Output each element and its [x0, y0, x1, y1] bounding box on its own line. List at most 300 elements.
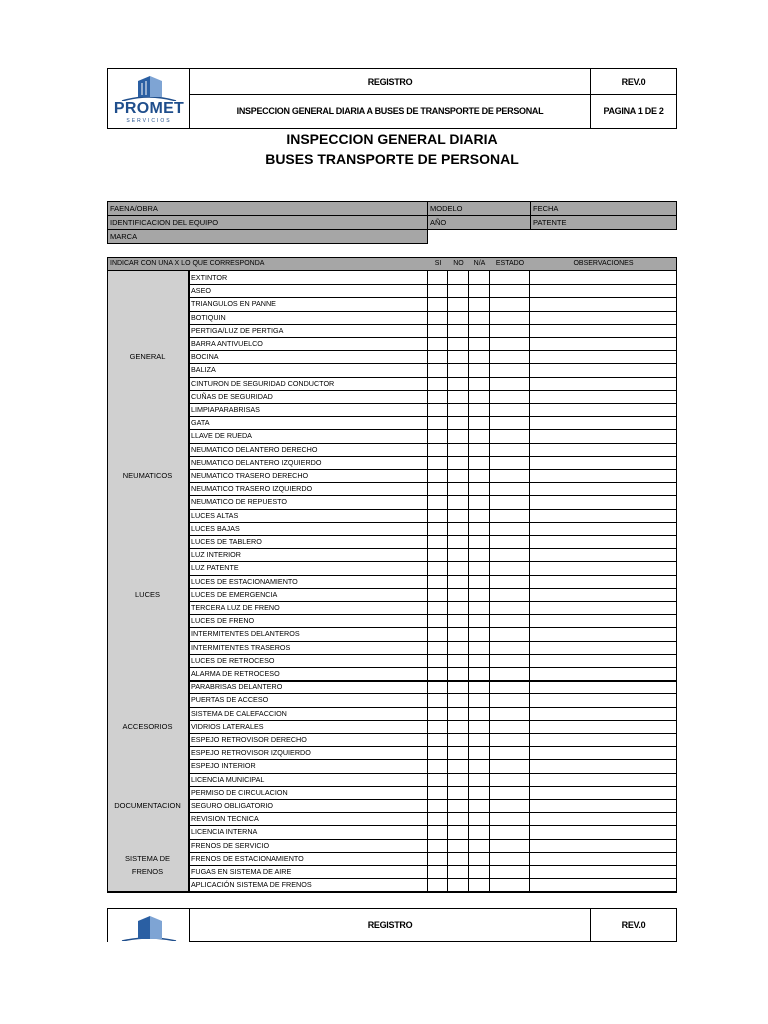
table-row-item: LUZ INTERIOR	[191, 550, 241, 560]
estado-cell[interactable]	[489, 773, 529, 786]
no-cell[interactable]	[447, 878, 468, 891]
anio-field[interactable]: AÑO	[427, 215, 531, 230]
observaciones-cell[interactable]	[529, 707, 676, 720]
observaciones-cell[interactable]	[529, 720, 676, 733]
observaciones-cell[interactable]	[529, 746, 676, 759]
si-cell[interactable]	[427, 522, 447, 535]
no-cell[interactable]	[447, 535, 468, 548]
si-cell[interactable]	[427, 839, 447, 852]
observaciones-cell[interactable]	[529, 812, 676, 825]
estado-cell[interactable]	[489, 786, 529, 799]
table-row-item: INTERMITENTES TRASEROS	[191, 642, 291, 652]
observaciones-cell[interactable]	[529, 852, 676, 865]
no-cell[interactable]	[447, 693, 468, 706]
no-cell[interactable]	[447, 627, 468, 640]
no-cell[interactable]	[447, 350, 468, 363]
patente-field[interactable]: PATENTE	[530, 215, 677, 230]
row-divider	[189, 720, 677, 721]
no-cell[interactable]	[447, 759, 468, 772]
no-cell[interactable]	[447, 588, 468, 601]
estado-cell[interactable]	[489, 416, 529, 429]
observaciones-cell[interactable]	[529, 825, 676, 838]
si-cell[interactable]	[427, 746, 447, 759]
observaciones-cell[interactable]	[529, 324, 676, 337]
si-cell[interactable]	[427, 297, 447, 310]
no-cell[interactable]	[447, 825, 468, 838]
estado-cell[interactable]	[489, 654, 529, 667]
na-cell[interactable]	[468, 495, 489, 508]
logo	[108, 69, 189, 128]
row-divider	[189, 522, 677, 523]
si-cell[interactable]	[427, 627, 447, 640]
no-cell[interactable]	[447, 548, 468, 561]
estado-cell[interactable]	[489, 746, 529, 759]
no-cell[interactable]	[447, 654, 468, 667]
na-cell[interactable]	[468, 614, 489, 627]
no-cell[interactable]	[447, 522, 468, 535]
modelo-field[interactable]: MODELO	[427, 201, 531, 216]
na-cell[interactable]	[468, 799, 489, 812]
na-cell[interactable]	[468, 852, 489, 865]
estado-cell[interactable]	[489, 429, 529, 442]
no-cell[interactable]	[447, 786, 468, 799]
estado-cell[interactable]	[489, 627, 529, 640]
estado-cell[interactable]	[489, 641, 529, 654]
estado-cell[interactable]	[489, 535, 529, 548]
observaciones-cell[interactable]	[529, 614, 676, 627]
no-cell[interactable]	[447, 456, 468, 469]
estado-cell[interactable]	[489, 509, 529, 522]
observaciones-cell[interactable]	[529, 865, 676, 878]
table-row-item: LUCES DE EMERGENCIA	[191, 589, 278, 599]
si-cell[interactable]	[427, 667, 447, 680]
row-divider	[189, 284, 677, 285]
observaciones-cell[interactable]	[529, 680, 676, 693]
na-cell[interactable]	[468, 693, 489, 706]
na-cell[interactable]	[468, 680, 489, 693]
marca-field[interactable]: MARCA	[107, 229, 428, 244]
si-cell[interactable]	[427, 773, 447, 786]
na-cell[interactable]	[468, 363, 489, 376]
si-cell[interactable]	[427, 561, 447, 574]
registro-label: REGISTRO	[190, 69, 590, 95]
na-cell[interactable]	[468, 337, 489, 350]
si-cell[interactable]	[427, 865, 447, 878]
si-header: SI	[434, 260, 442, 267]
estado-cell[interactable]	[489, 271, 529, 284]
si-cell[interactable]	[427, 759, 447, 772]
si-cell[interactable]	[427, 812, 447, 825]
no-header: NO	[453, 260, 464, 267]
checklist-table	[107, 257, 677, 895]
na-cell[interactable]	[468, 865, 489, 878]
si-cell[interactable]	[427, 601, 447, 614]
table-row-item: LUCES DE TABLERO	[191, 537, 262, 546]
estado-cell[interactable]	[489, 720, 529, 733]
estado-cell[interactable]	[489, 839, 529, 852]
no-cell[interactable]	[447, 680, 468, 693]
page-subtitle: BUSES TRANSPORTE DE PERSONAL	[265, 151, 519, 167]
na-cell[interactable]	[468, 297, 489, 310]
estado-cell[interactable]	[489, 733, 529, 746]
estado-cell[interactable]	[489, 297, 529, 310]
table-row-item: NEUMATICO TRASERO IZQUIERDO	[191, 484, 313, 494]
row-divider	[189, 825, 677, 826]
row-divider	[189, 297, 677, 298]
row-divider	[189, 429, 677, 430]
row-divider	[189, 733, 677, 734]
si-cell[interactable]	[427, 878, 447, 891]
na-cell[interactable]	[468, 390, 489, 403]
na-cell[interactable]	[468, 561, 489, 574]
row-divider	[189, 759, 677, 760]
na-cell[interactable]	[468, 786, 489, 799]
na-cell[interactable]	[468, 773, 489, 786]
no-cell[interactable]	[447, 561, 468, 574]
observaciones-cell[interactable]	[529, 337, 676, 350]
na-cell[interactable]	[468, 641, 489, 654]
observaciones-cell[interactable]	[529, 443, 676, 456]
si-cell[interactable]	[427, 641, 447, 654]
no-cell[interactable]	[447, 839, 468, 852]
si-cell[interactable]	[427, 456, 447, 469]
na-cell[interactable]	[468, 627, 489, 640]
logo-subtext: SERVICIOS	[126, 118, 172, 124]
observaciones-cell[interactable]	[529, 601, 676, 614]
na-cell[interactable]	[468, 377, 489, 390]
observaciones-cell[interactable]	[529, 667, 676, 680]
si-cell[interactable]	[427, 654, 447, 667]
si-cell[interactable]	[427, 799, 447, 812]
estado-cell[interactable]	[489, 324, 529, 337]
revision-label: REV.0	[591, 69, 676, 95]
no-cell[interactable]	[447, 812, 468, 825]
no-cell[interactable]	[447, 865, 468, 878]
si-cell[interactable]	[427, 311, 447, 324]
column-divider	[529, 271, 530, 891]
na-cell[interactable]	[468, 271, 489, 284]
na-cell[interactable]	[468, 812, 489, 825]
observaciones-cell[interactable]	[529, 456, 676, 469]
estado-cell[interactable]	[489, 350, 529, 363]
observaciones-cell[interactable]	[529, 759, 676, 772]
estado-cell[interactable]	[489, 588, 529, 601]
estado-cell[interactable]	[489, 852, 529, 865]
si-cell[interactable]	[427, 614, 447, 627]
estado-cell[interactable]	[489, 495, 529, 508]
na-cell[interactable]	[468, 350, 489, 363]
na-cell[interactable]	[468, 416, 489, 429]
estado-cell[interactable]	[489, 693, 529, 706]
no-cell[interactable]	[447, 852, 468, 865]
no-cell[interactable]	[447, 746, 468, 759]
si-cell[interactable]	[427, 429, 447, 442]
row-divider	[189, 654, 677, 655]
si-cell[interactable]	[427, 469, 447, 482]
table-row-item: INTERMITENTES DELANTEROS	[191, 629, 300, 639]
observaciones-cell[interactable]	[529, 482, 676, 495]
na-cell[interactable]	[468, 522, 489, 535]
na-cell[interactable]	[468, 601, 489, 614]
no-cell[interactable]	[447, 575, 468, 588]
row-divider	[189, 693, 677, 694]
si-cell[interactable]	[427, 271, 447, 284]
observaciones-cell[interactable]	[529, 403, 676, 416]
na-cell[interactable]	[468, 311, 489, 324]
observaciones-cell[interactable]	[529, 271, 676, 284]
estado-cell[interactable]	[489, 284, 529, 297]
si-cell[interactable]	[427, 693, 447, 706]
logo-text: PROMET	[113, 100, 185, 117]
estado-cell[interactable]	[489, 825, 529, 838]
no-cell[interactable]	[447, 509, 468, 522]
observaciones-cell[interactable]	[529, 839, 676, 852]
observaciones-cell[interactable]	[529, 535, 676, 548]
no-cell[interactable]	[447, 443, 468, 456]
na-cell[interactable]	[468, 284, 489, 297]
si-cell[interactable]	[427, 588, 447, 601]
table-row-item: FRENOS DE SERVICIO	[191, 840, 270, 850]
table-row-item: PERTIGA/LUZ DE PERTIGA	[191, 325, 284, 335]
category-label: ACCESORIOS	[107, 680, 189, 772]
observaciones-cell[interactable]	[529, 733, 676, 746]
observaciones-cell[interactable]	[529, 509, 676, 522]
estado-cell[interactable]	[489, 548, 529, 561]
na-cell[interactable]	[468, 456, 489, 469]
observaciones-cell[interactable]	[529, 627, 676, 640]
na-cell[interactable]	[468, 324, 489, 337]
na-cell[interactable]	[468, 878, 489, 891]
na-cell[interactable]	[468, 443, 489, 456]
si-cell[interactable]	[427, 548, 447, 561]
table-row-item: REVISION TECNICA	[191, 814, 259, 824]
observaciones-cell[interactable]	[529, 786, 676, 799]
row-divider	[189, 456, 677, 457]
no-cell[interactable]	[447, 284, 468, 297]
na-cell[interactable]	[468, 588, 489, 601]
observaciones-cell[interactable]	[529, 548, 676, 561]
observaciones-cell[interactable]	[529, 311, 676, 324]
observaciones-cell[interactable]	[529, 575, 676, 588]
estado-cell[interactable]	[489, 680, 529, 693]
table-row-item: ESPEJO RETROVISOR DERECHO	[191, 735, 307, 744]
observaciones-cell[interactable]	[529, 799, 676, 812]
na-cell[interactable]	[468, 535, 489, 548]
estado-cell[interactable]	[489, 469, 529, 482]
na-cell[interactable]	[468, 575, 489, 588]
estado-cell[interactable]	[489, 667, 529, 680]
observaciones-cell[interactable]	[529, 773, 676, 786]
si-cell[interactable]	[427, 825, 447, 838]
na-cell[interactable]	[468, 509, 489, 522]
row-divider	[189, 601, 677, 602]
si-cell[interactable]	[427, 680, 447, 693]
no-cell[interactable]	[447, 390, 468, 403]
na-cell[interactable]	[468, 482, 489, 495]
row-divider	[189, 799, 677, 800]
si-cell[interactable]	[427, 377, 447, 390]
na-cell[interactable]	[468, 746, 489, 759]
observaciones-cell[interactable]	[529, 416, 676, 429]
observaciones-cell[interactable]	[529, 654, 676, 667]
row-divider	[189, 390, 677, 391]
estado-cell[interactable]	[489, 575, 529, 588]
category-label: NEUMATICOS	[107, 443, 189, 509]
estado-cell[interactable]	[489, 865, 529, 878]
estado-cell[interactable]	[489, 337, 529, 350]
si-cell[interactable]	[427, 403, 447, 416]
row-divider	[189, 311, 677, 312]
observaciones-cell[interactable]	[529, 350, 676, 363]
estado-cell[interactable]	[489, 878, 529, 891]
table-row-item: FRENOS DE ESTACIONAMIENTO	[191, 853, 304, 863]
no-cell[interactable]	[447, 363, 468, 376]
na-cell[interactable]	[468, 548, 489, 561]
no-cell[interactable]	[447, 614, 468, 627]
column-divider	[676, 271, 677, 891]
si-cell[interactable]	[427, 416, 447, 429]
si-cell[interactable]	[427, 786, 447, 799]
no-cell[interactable]	[447, 271, 468, 284]
row-divider	[189, 812, 677, 813]
table-row-item: NEUMATICO DE REPUESTO	[191, 497, 287, 507]
na-cell[interactable]	[468, 429, 489, 442]
estado-cell[interactable]	[489, 601, 529, 614]
observaciones-cell[interactable]	[529, 297, 676, 310]
si-cell[interactable]	[427, 707, 447, 720]
faena-field[interactable]: FAENA/OBRA	[107, 201, 428, 216]
si-cell[interactable]	[427, 535, 447, 548]
si-cell[interactable]	[427, 482, 447, 495]
estado-cell[interactable]	[489, 390, 529, 403]
si-cell[interactable]	[427, 852, 447, 865]
si-cell[interactable]	[427, 337, 447, 350]
observaciones-cell[interactable]	[529, 377, 676, 390]
estado-cell[interactable]	[489, 311, 529, 324]
footer-logo	[108, 909, 189, 942]
category-label: DOCUMENTACION	[107, 773, 189, 839]
no-cell[interactable]	[447, 720, 468, 733]
no-cell[interactable]	[447, 601, 468, 614]
si-cell[interactable]	[427, 324, 447, 337]
estado-cell[interactable]	[489, 799, 529, 812]
footer-registro-label: REGISTRO	[367, 920, 413, 930]
si-cell[interactable]	[427, 495, 447, 508]
identificacion-field[interactable]: IDENTIFICACION DEL EQUIPO	[107, 215, 428, 230]
si-cell[interactable]	[427, 363, 447, 376]
si-cell[interactable]	[427, 350, 447, 363]
no-cell[interactable]	[447, 429, 468, 442]
document-title: INSPECCION GENERAL DIARIA A BUSES DE TRANSPORTE DE PERSONAL	[236, 106, 544, 116]
no-cell[interactable]	[447, 337, 468, 350]
no-cell[interactable]	[447, 707, 468, 720]
estado-cell[interactable]	[489, 614, 529, 627]
na-cell[interactable]	[468, 839, 489, 852]
na-cell[interactable]	[468, 667, 489, 680]
observaciones-cell[interactable]	[529, 693, 676, 706]
no-cell[interactable]	[447, 799, 468, 812]
si-cell[interactable]	[427, 720, 447, 733]
row-divider	[189, 865, 677, 866]
estado-cell[interactable]	[489, 561, 529, 574]
observaciones-cell[interactable]	[529, 878, 676, 891]
no-cell[interactable]	[447, 403, 468, 416]
si-cell[interactable]	[427, 443, 447, 456]
no-cell[interactable]	[447, 416, 468, 429]
na-cell[interactable]	[468, 720, 489, 733]
si-cell[interactable]	[427, 575, 447, 588]
estado-cell[interactable]	[489, 403, 529, 416]
no-cell[interactable]	[447, 297, 468, 310]
na-cell[interactable]	[468, 733, 489, 746]
na-cell[interactable]	[468, 469, 489, 482]
observaciones-cell[interactable]	[529, 363, 676, 376]
si-cell[interactable]	[427, 284, 447, 297]
observaciones-cell[interactable]	[529, 522, 676, 535]
no-cell[interactable]	[447, 324, 468, 337]
estado-cell[interactable]	[489, 812, 529, 825]
observaciones-cell[interactable]	[529, 495, 676, 508]
no-cell[interactable]	[447, 733, 468, 746]
si-cell[interactable]	[427, 390, 447, 403]
estado-cell[interactable]	[489, 377, 529, 390]
no-cell[interactable]	[447, 773, 468, 786]
no-cell[interactable]	[447, 377, 468, 390]
estado-cell[interactable]	[489, 707, 529, 720]
row-divider	[189, 509, 677, 510]
table-row-item: CINTURON DE SEGURIDAD CONDUCTOR	[191, 378, 335, 388]
no-cell[interactable]	[447, 482, 468, 495]
no-cell[interactable]	[447, 469, 468, 482]
estado-cell[interactable]	[489, 759, 529, 772]
no-cell[interactable]	[447, 667, 468, 680]
table-row-item: LUCES DE RETROCESO	[191, 655, 275, 665]
estado-cell[interactable]	[489, 482, 529, 495]
na-cell[interactable]	[468, 759, 489, 772]
no-cell[interactable]	[447, 311, 468, 324]
estado-cell[interactable]	[489, 522, 529, 535]
column-divider	[468, 271, 469, 891]
category-label: SISTEMA DE FRENOS	[107, 839, 189, 892]
table-header	[107, 257, 677, 271]
table-row-item: PERMISO DE CIRCULACION	[191, 787, 288, 797]
na-cell[interactable]	[468, 654, 489, 667]
na-cell[interactable]	[468, 707, 489, 720]
observaciones-cell[interactable]	[529, 469, 676, 482]
row-divider	[189, 878, 677, 879]
category-label: GENERAL	[107, 271, 189, 443]
estado-cell[interactable]	[489, 443, 529, 456]
table-row-item: LUCES DE ESTACIONAMIENTO	[191, 576, 298, 586]
fecha-field[interactable]: FECHA	[530, 201, 677, 216]
na-cell[interactable]	[468, 825, 489, 838]
no-cell[interactable]	[447, 495, 468, 508]
observaciones-cell[interactable]	[529, 641, 676, 654]
estado-cell[interactable]	[489, 456, 529, 469]
observaciones-cell[interactable]	[529, 390, 676, 403]
observaciones-cell[interactable]	[529, 561, 676, 574]
observaciones-cell[interactable]	[529, 429, 676, 442]
estado-cell[interactable]	[489, 363, 529, 376]
table-row-item: PUERTAS DE ACCESO	[191, 695, 269, 705]
observaciones-cell[interactable]	[529, 284, 676, 297]
na-cell[interactable]	[468, 403, 489, 416]
si-cell[interactable]	[427, 509, 447, 522]
observaciones-cell[interactable]	[529, 588, 676, 601]
table-row-item: LICENCIA INTERNA	[191, 827, 258, 837]
no-cell[interactable]	[447, 641, 468, 654]
si-cell[interactable]	[427, 733, 447, 746]
